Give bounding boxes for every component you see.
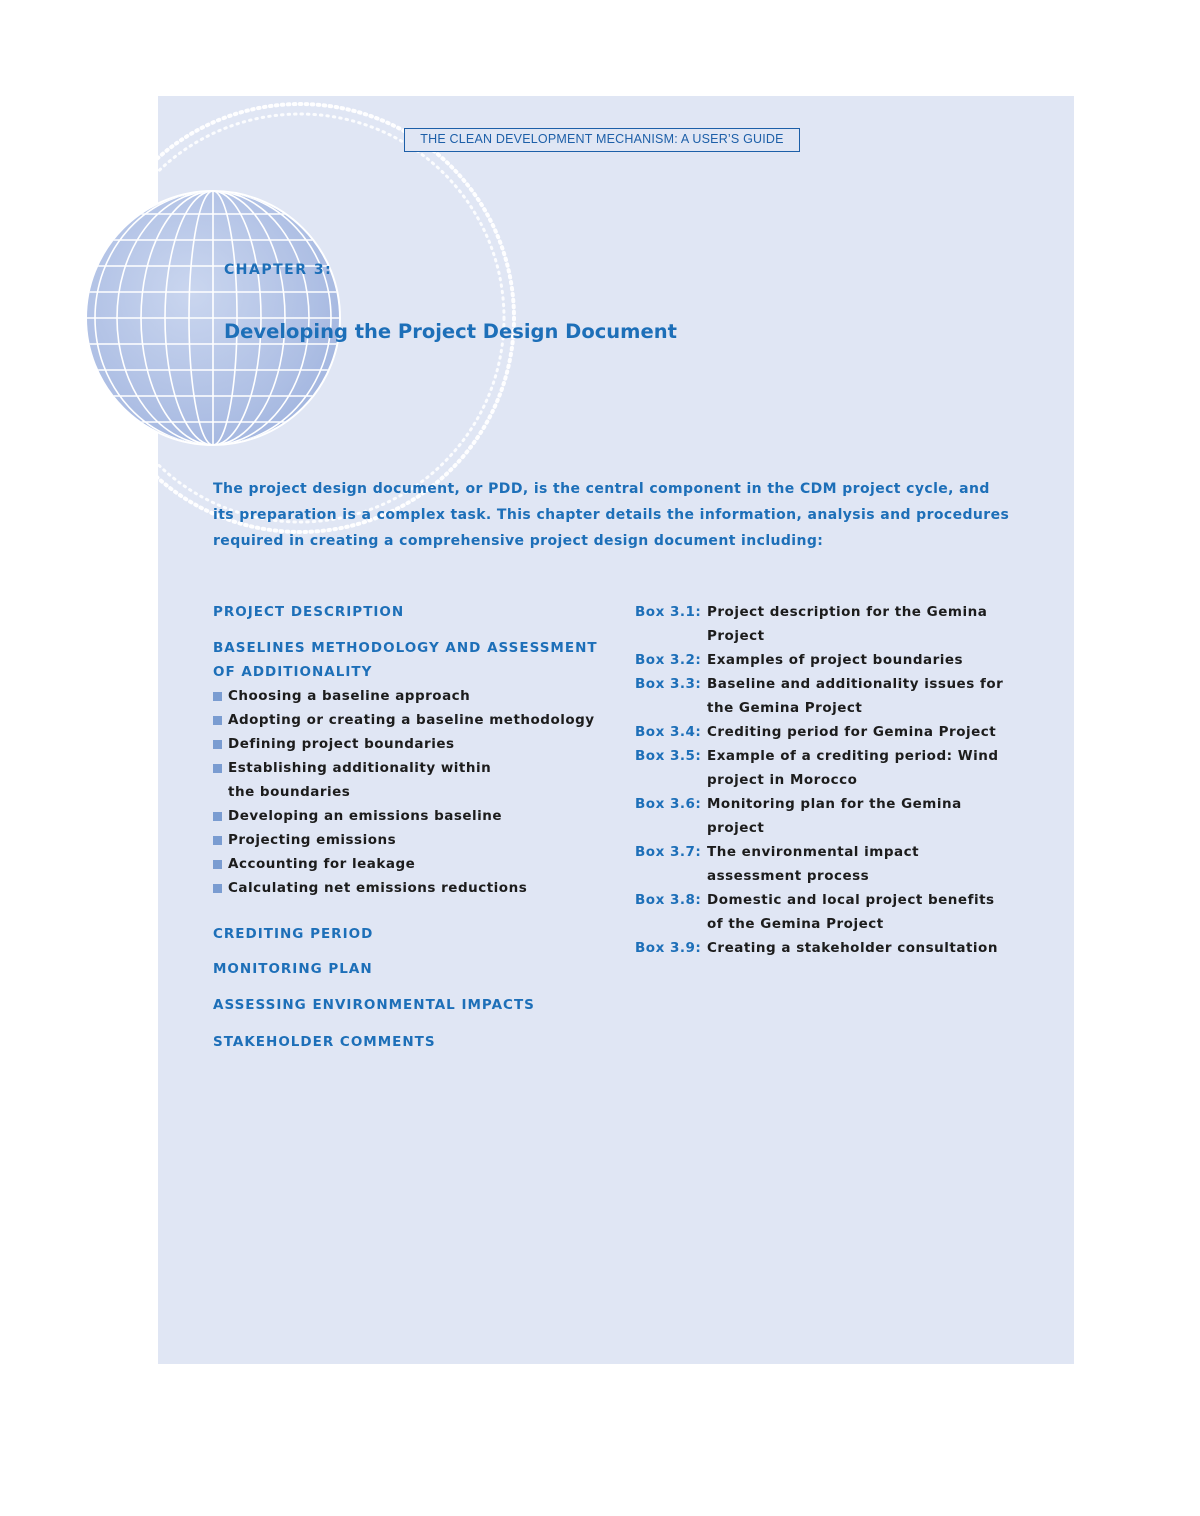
box-label: Box 3.5: bbox=[635, 748, 702, 764]
box-label: Box 3.8: bbox=[635, 892, 702, 908]
list-item bbox=[213, 684, 613, 708]
box-label: Box 3.4: bbox=[635, 724, 702, 740]
list-item bbox=[213, 708, 613, 732]
square-bullet-icon bbox=[213, 716, 222, 725]
list-item bbox=[213, 732, 613, 756]
box-label: Box 3.7: bbox=[635, 844, 702, 860]
square-bullet-icon bbox=[213, 884, 222, 893]
list-item-text: Accounting for leakage bbox=[228, 856, 416, 872]
box-item bbox=[635, 888, 1007, 936]
list-item bbox=[213, 756, 518, 804]
box-item bbox=[635, 672, 1007, 720]
list-item-text: Establishing additionality within the boundaries bbox=[228, 760, 492, 800]
box-title: Examples of project boundaries bbox=[707, 652, 964, 668]
list-item-text: Projecting emissions bbox=[228, 832, 397, 848]
list-item-text: Choosing a baseline approach bbox=[228, 688, 471, 704]
section-heading: MONITORING PLAN bbox=[213, 961, 373, 977]
square-bullet-icon bbox=[213, 692, 222, 701]
running-head: THE CLEAN DEVELOPMENT MECHANISM: A USER’S GUIDE bbox=[404, 128, 800, 152]
list-item bbox=[213, 876, 613, 900]
box-title: Project description for the Gemina Project bbox=[707, 604, 988, 644]
section-heading: PROJECT DESCRIPTION bbox=[213, 604, 405, 620]
list-item-text: Calculating net emissions reductions bbox=[228, 880, 528, 896]
section-heading: STAKEHOLDER COMMENTS bbox=[213, 1034, 436, 1050]
box-item bbox=[635, 792, 997, 840]
box-title: Monitoring plan for the Gemina project bbox=[707, 796, 962, 836]
box-label: Box 3.1: bbox=[635, 604, 702, 620]
section-heading: CREDITING PERIOD bbox=[213, 926, 374, 942]
square-bullet-icon bbox=[213, 812, 222, 821]
box-title: Crediting period for Gemina Project bbox=[707, 724, 997, 740]
box-label: Box 3.3: bbox=[635, 676, 702, 692]
square-bullet-icon bbox=[213, 860, 222, 869]
box-title: Creating a stakeholder consultation bbox=[707, 940, 998, 956]
chapter-title: Developing the Project Design Document bbox=[224, 320, 677, 343]
section-heading: BASELINES METHODOLOGY AND ASSESSMENT OF ADDITIONALITY bbox=[213, 640, 598, 680]
box-label: Box 3.9: bbox=[635, 940, 702, 956]
box-item bbox=[635, 840, 997, 888]
list-item bbox=[213, 828, 613, 852]
box-title: Baseline and additionality issues for the Gemina Project bbox=[707, 676, 1004, 716]
box-item bbox=[635, 720, 1025, 744]
box-item bbox=[635, 648, 1025, 672]
section-heading: ASSESSING ENVIRONMENTAL IMPACTS bbox=[213, 997, 535, 1013]
box-item bbox=[635, 936, 1025, 960]
box-title: Example of a crediting period: Wind project in Morocco bbox=[707, 748, 999, 788]
section-list bbox=[213, 600, 613, 1054]
box-title: The environmental impact assessment process bbox=[707, 844, 920, 884]
chapter-intro: The project design document, or PDD, is the central component in the CDM project cycle, and its preparation is a complex task. This chapter details the information, analysis and procedures required in creating a comprehensive project design document including: bbox=[213, 481, 1010, 549]
square-bullet-icon bbox=[213, 740, 222, 749]
list-item bbox=[213, 852, 613, 876]
box-item bbox=[635, 600, 1007, 648]
box-list bbox=[635, 600, 1025, 960]
box-label: Box 3.6: bbox=[635, 796, 702, 812]
box-label: Box 3.2: bbox=[635, 652, 702, 668]
baseline-subitems bbox=[213, 684, 613, 900]
box-item bbox=[635, 744, 1007, 792]
square-bullet-icon bbox=[213, 836, 222, 845]
list-item bbox=[213, 804, 613, 828]
chapter-label: CHAPTER 3: bbox=[224, 262, 333, 278]
box-title: Domestic and local project benefits of the Gemina Project bbox=[707, 892, 995, 932]
square-bullet-icon bbox=[213, 764, 222, 773]
list-item-text: Developing an emissions baseline bbox=[228, 808, 503, 824]
list-item-text: Defining project boundaries bbox=[228, 736, 455, 752]
list-item-text: Adopting or creating a baseline methodology bbox=[228, 712, 595, 728]
